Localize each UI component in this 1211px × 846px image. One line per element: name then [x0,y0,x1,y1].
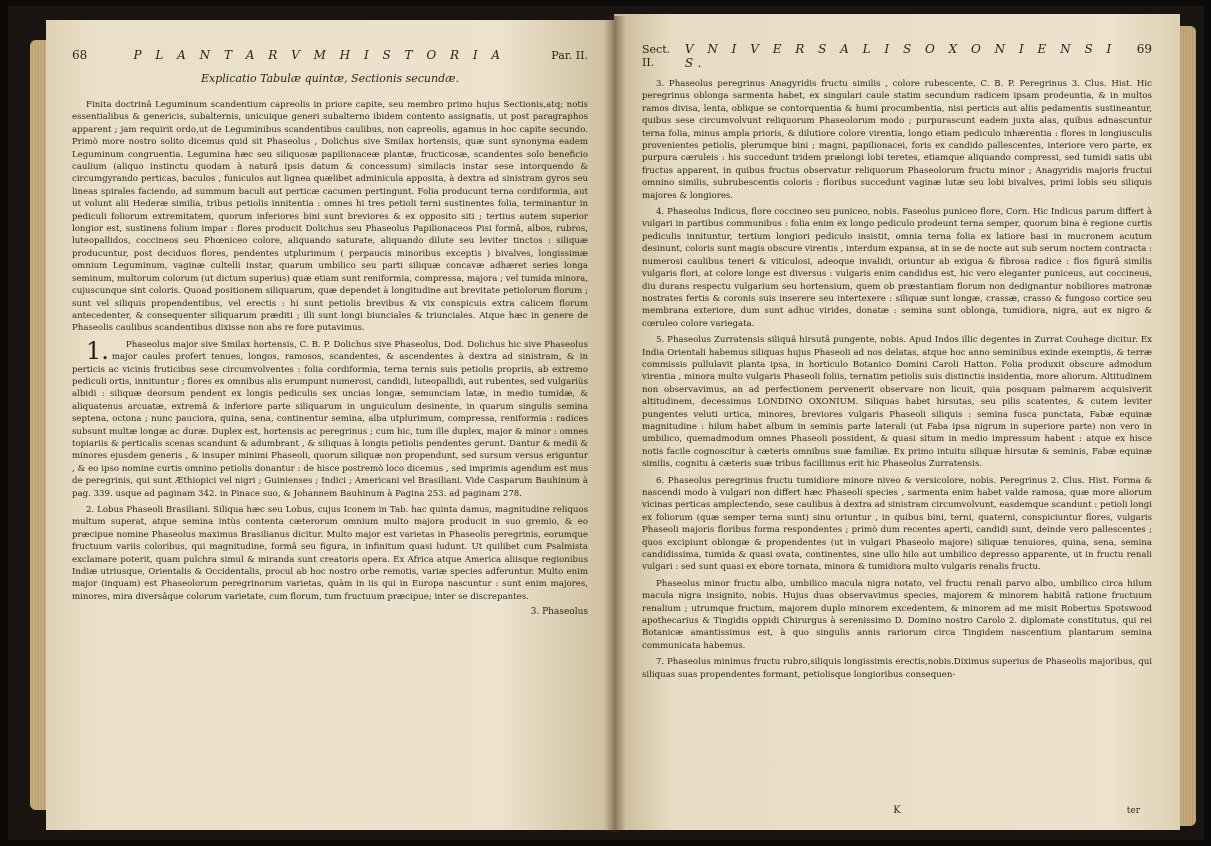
left-page [46,20,614,830]
item-5-paragraph: 5. Phaseolus Zurratensis siliquâ hirsutâ pungente, nobis. Apud Indos illic degentes in Zurrat Couhage dicitur. Ex India Orientali habemus siliquas hujus Phaseoli ad nos delatas, atque hoc anno seminibus exinde exemptis, & terræ commissis pullulavit planta ipsa, in horticulo Botanico Domini Caroli Hatton. Folia produxit obscure admodum virentia , minora multo vulgaris Phaseoli foliis, ternatim petiolis suis distinctis insidentia, more aliorum. Altitudinem non observavimus, an ad perfectionem pervenerit observare non licuit, quia posquam palmarem acquisiverit altitudinem, decessimus LONDINO OXONIUM. Siliquas habet hirsutas, seu pilis scatentes, & cutem leviter pungentes veluti urtica, minores, breviores vulgaris Phaseoli siliquis : semina fusca punctata, Fabæ equinæ magnitudine : hilum habet album in seminis parte laterali (ut Faba ipsa nigrum in superiore parte) non vero in umbilico, quemadmodum omnes Phaseoli possident, & quasi situm in medio impressum habent : atque ex hisce notis facile cognoscitur à cæteris omnibus suæ familiæ. Ex primo intuitu siliquæ hirsutæ & seminis, Fabæ equinæ similis, cognitu à cæteris suæ tribus facillimus erit hic Phaseolus Zurratensis. [642,335,1152,470]
right-page [614,14,1180,830]
right-section-label: Sect. II. [642,43,671,69]
book-gutter [604,16,626,832]
book-spread [8,6,1204,840]
left-part-label: Par. II. [551,49,588,62]
phaseolus-minor-paragraph: Phaseolus minor fructu albo, umbilico macula nigra notato, vel fructu renali parvo albo, umbilico circa hilum macula nigra insignito, nobis. Hujus duas observavimus species, majorem & minorem habitâ ratione fructuum renalium ; utrumque fructum, majorem duplo minorem excedentem, & minorem ad me misit Robertus Spotswood apothecarius & Tingidis oppidi Chirurgus à serenissimo D. Domino nostro Carolo 2. diplomate constitutus, qui rei Botanicæ amantissimus est, à quo singulis annis rariorum circa Tingidem nascentium plantarum semina communicata habemus. [642,578,1152,651]
signature-mark: K [893,805,901,816]
item-1-paragraph [72,336,588,500]
left-running-title: P L A N T A R V M H I S T O R I A [133,48,506,62]
left-running-head [72,48,588,62]
right-catchword: ter [1126,806,1140,816]
item-1-text: Phaseolus major sive Smilax hortensis, C. B. P. Dolichus sive Phaseolus, Dod. Dolichus hic sive Phaseolus major caules profert tenues, longos, ramosos, scandentes, & ascendentes à dextra ad sinistram, & in perticis ac vicinis fruticibus sese circumvolventes : folia cordiformia, terna ternis suis petiolis propriis, ab extremo pediculi ortis, innituntur ; flores ex omnibus alis erumpunt numerosi, candidi, luteopallidi, aut rubentes, sed vulgariùs albidi : siliquæ deorsum pendent ex longis pediculis sex uncias longæ, semunciam latæ, in medio tumidæ, & aliquatenus arcuatæ, extremâ & inferiore parte siliquarum in unguiculum desinente, in quarum singulis semina septena, octona ; nunc pauciora, quina, sena, continentur semina, alba utplurimum, compressa, reniformia : radices subsunt multæ longæ ac duræ. Duplex est, hortensis ac peregrinus ; cum hic, tum ille duplex, major & minor : omnes topiariis & perticalis scenas scandunt & adumbrant , & siliquas à longis petiolis pendentes gerunt. Dantur & medii & minores ejusdem generis , & insuper minimi Phaseoli, quorum siliquæ non propendunt, sed sursum versus eriguntur , & eo ipso nomine curtis omnino petiolis donantur : de hisce postremò loco dicemus , sed imprimis agendum est mus de peregrinis, qui sunt Æthiopici vel nigri ; Guinienses ; Indici ; Americani vel Brasiliani. Vide Casparum Bauhinum à pag. 339. usque ad paginam 342. in Pinace suo, & Johannem Bauhinum à Pagina 253. ad paginam 278. [72,339,588,499]
left-catchword: 3. Phaseolus [530,607,588,618]
item-6-paragraph: 6. Phaseolus peregrinus fructu tumidiore minore niveo & versicolore, nobis. Peregrinus 2. Clus. Hist. Forma & nascendi modo à vulgari non differt hæc Phaseoli species , sarmenta enim habet valde ramosa, quæ more aliorum vicinas perticas amplectendo, sese caulibus à dextra ad sinistram circumvolvunt, easdemque scandunt : petioli longi ex foliorum (quæ semper terna sunt) sinu oriuntur , in quibus bini, terni, quaterni, conspiciuntur flores, vulgaris Phaseoli majoris floribus forma respondentes ; primò dum recentes aperti, candidi sunt, deinde vero pallescentes ; quos excipiunt oblongæ & propendentes (ut in vulgari Phaseolo majore) siliquæ tenuiores, quina, sena, semina candidissima, tumida & quasi ovata, continentes, sine ullo hilo aut umbilico depresso apparente, ut in fructu renali vulgari : sed sunt quasi ex ebore tornata, minora & tumidiora multo vulgaris renalis fructu. [642,475,1152,573]
item-7-paragraph: 7. Phaseolus minimus fructu rubro,siliquis longissimis erectis,nobis.Diximus superius de Phaseolis majoribus, qui siliquas suas propendentes formant, petiolisque longioribus consequen- [642,657,1152,680]
right-running-title: V N I V E R S A L I S O X O N I E N S I S. [684,42,1117,70]
item-2-paragraph: 2. Lobus Phaseoli Brasiliani. Siliqua hæc seu Lobus, cujus Iconem in Tab. hac quinta damus, magnitudine reliquos multum superat, atque semina intùs contenta cæterorum omnium multo majora producit in suo gremio, & eo præcipue nomine Phaseolus maximus Brasilianus dicitur. Multo major est varietas in Phaseolis peregrinis, eorumque fructuum variis coloribus, qui magnitudine, formâ seu figura, in infinitum quasi ludunt. Ut quilibet cum Psalmista exclamare poterit, quam pulchra simul & miranda sunt creatoris opera. Ex Africa atque America aliisque regionibus Indiæ utriusque, Orientalis & Occidentalis, procul ab hoc nostro orbe remotis, variæ species adferuntur. Multo enim major (inquam) est Phaseolorum peregrinorum varietas, quàm in iis qui in Europa nascuntur : sunt enim majores, minores, mira diversâque colorum varietate, cum florum, tum fructuum præcipue; inter se discrepantes. [72,505,588,602]
section-subtitle: Explicatio Tabulæ quintæ, Sectionis secundæ. [201,72,459,85]
left-page-number: 68 [72,48,88,62]
item-3-paragraph: 3. Phaseolus peregrinus Anagyridis fructu similis , colore rubescente, C. B. P. Peregrinus 3. Clus. Hist. Hic peregrinus oblonga sarmenta habet, ex singulari caule statim secundum radicem ipsam prodeuntia, & in multos ramos divisa, lenta, oblique se contorquentia & humi procumbentia, nisi perticis aut aliis pedamentis sustineantur, quibus sese circumvolvunt reliquorum Phaseolorum modo ; purpurascunt eadem juxta alas, quibus adnascuntur terna folia, minus ampla prioris, & dilutiore colore virentia, longo etiam pediculo inhærentia : flores in longiusculis provenientes petiolis, plerumque bini ; magni, papilionacei, foris ex candido pallescentes, interiore vero parte, ex purpura cæruleis : his succedunt tridem prælongi lobi teretes, etiamque aliquando compressi, sed tumidi satis ubi fructus apparent, in quibus fructus observatur reliquorum Phaseolorum fructu minor ; Anagyridis majoris fructui omnino similis, subrubescentis coloris : floribus succedunt vaginæ lutæ seu lobi bivalves, primi lobis seu siliquis majores & longiores. [642,79,1152,201]
item-4-paragraph: 4. Phaseolus Indicus, flore coccineo seu puniceo, nobis. Faseolus puniceo flore, Corn. Hic Indicus parum differt à vulgari in partibus communibus : folia enim ex longo pediculo prodeunt terna semper, quorum bina è regione curtis pediculis innituntur, tertium longiori pediculo insistit, omnia terna folia ex latiore basi in mucronem acutum desinunt, coloris sunt magis obscure virentis , interdum expansa, at in se de nocte aut sub serum noctem contracta : numerosi caulibus teneri & viticulosi, adeoque invalidi, oriuntur ab exigua & fibrosa radice : flos figurâ similis vulgaris flori, at colore longe est diversus : vulgaris enim candidus est, hic vero eleganter puniceus, aut coccineus, diu durans respectu vulgarium seu hortensium, quem ob præstantiam florum non dedignantur nobiliores matronæ nostrates fertis & coronis suis inserere seu intertexere : siliquæ sunt longæ, crassæ, crasso & fungoso cortice seu membrana exteriore, dum sunt adhuc virides, donatæ : semina sunt oblonga, tumidiora, nigra, aut ex nigro & cœruleo colore variegata. [642,207,1152,329]
right-running-head [642,42,1152,70]
right-page-number: 69 [1136,42,1152,56]
intro-paragraph: Finita doctrinâ Leguminum scandentium capreolis in priore capite, seu membro primo hujus Sectionis,atq; notis essentialibus & genericis, subalternis, unicuique generi subalterno ibidem contento assignatis, ut post paragraphos apparent ; jam requirit ordo,ut de Leguminibus scandentibus caulibus, non capreolis, agamus in hoc capite secundo. Primò more nostro solito dicemus quid sit Phaseolus , Dolichus sive Smilax hortensis, quæ sunt synonyma eadem Leguminum congruentia. Legumina hæc seu siliquosæ papilionaceæ plantæ, fructicosæ, scandentes solo beneficio caulium (aliquo instinctu quodam à naturâ ipsis datum & concessum) similacis instar sese intorquendo & circumgyrando perticas, baculos , funiculos aut lignea quælibet adminicula apposita, à dextra ad sinistram gyros seu lineas spirales faciendo, ad summum baculi aut perticæ cacumen pertingunt. Folia producunt terna cordiformia, aut ut volunt alii Hederæ similia, tribus petiolis innitentia : omnes hi tres petioli terni sustinentes folia, terminantur in pediculi foliorum extremitatem, quorum inferiores bini sunt breviores & ex opposito siti ; tertius autem superior longior est, sustinens folium impar : flores producit Dolichus seu Phaseolus Papilionaceos Pisi formâ, albos, rubros, luteopallidos, coccineos seu Phœniceo colore, aliquando saturate, aliquando dilute seu leviter tinctos : siliquæ producuntur, post deciduos flores, pendentes utplurimum ( perpaucis minoribus exceptis ) bivalves, longissimæ omnium Leguminum, vaginæ cultelli instar, quarum umbilico seu parti siliquæ concavæ adhæret series longa seminum, multorum colorum (ut dictum superius) quæ etiam sunt reniformia, compressa, majora ; vel tumida minora, cujuscunque sint coloris. Quoad positionem siliquarum, quæ dependet à longitudine aut brevitate petiolorum florum ; sunt vel siliquis propendentibus, vel erectis : hi sunt petiolis brevibus & vix conspicuis extra calicem florum antecedenter, & consequenter siliquarum præditi ; illi sunt longi biunciales & triunciales. Atque hæc in genere de Phaseolis caulibus scandentibus dixisse non abs re fore putavimus. [72,100,588,334]
drop-cap: 1. [86,336,109,365]
